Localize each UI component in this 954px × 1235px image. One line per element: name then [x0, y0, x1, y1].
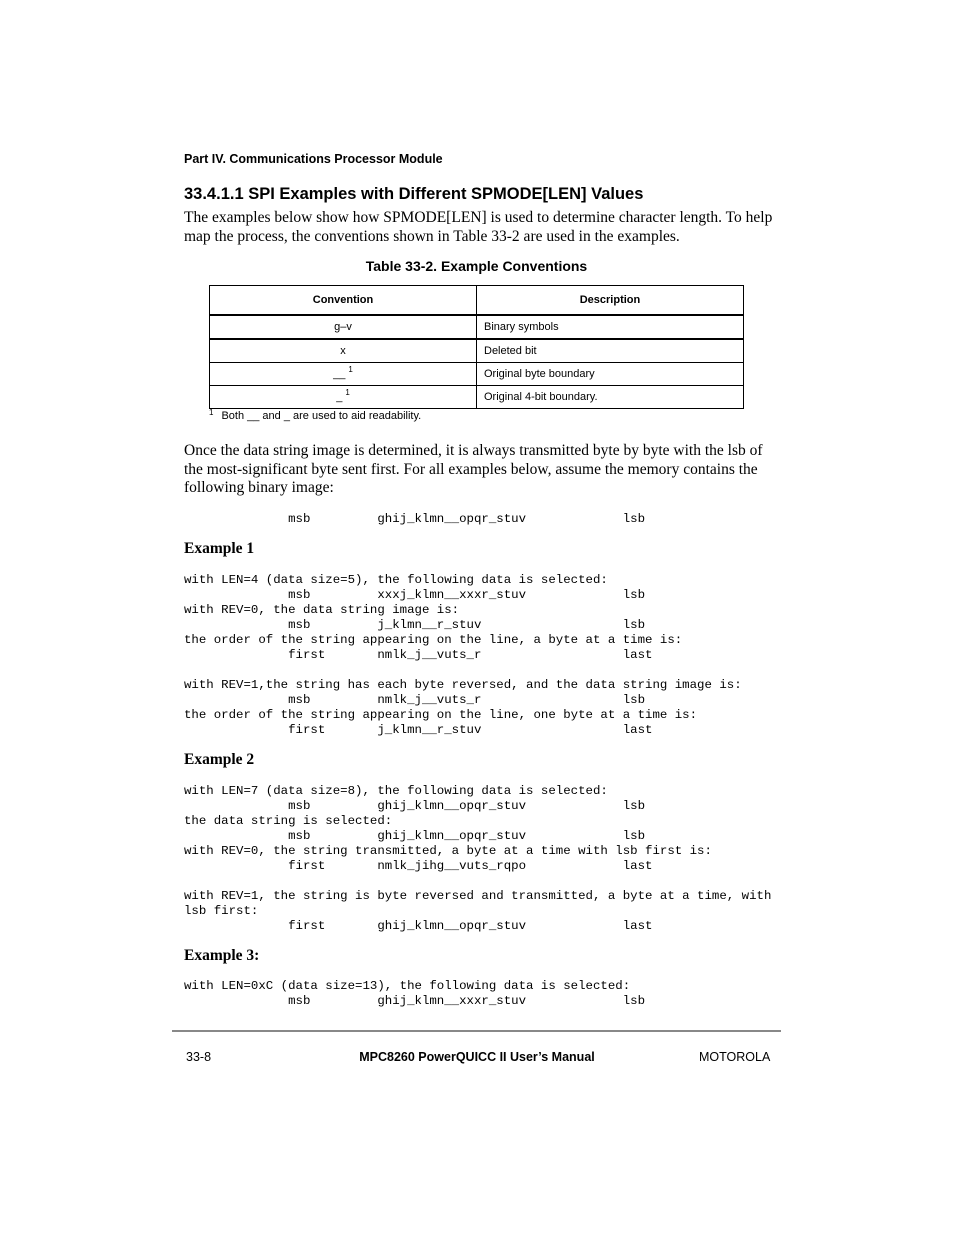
footnote-number: 1: [209, 408, 214, 417]
description-cell: Binary symbols: [477, 315, 744, 339]
table-caption: Table 33-2. Example Conventions: [365, 258, 588, 274]
conventions-table: [209, 285, 744, 409]
description-cell: Original 4-bit boundary.: [477, 386, 744, 409]
footnote-marker: 1: [345, 388, 350, 397]
table-row: [210, 386, 744, 409]
company-name: MOTOROLA: [699, 1050, 771, 1064]
intro-paragraph: The examples below show how SPMODE[LEN] is used to determine character length. To help map the process, the conventions shown in Table 33-2 are used in the examples.: [184, 209, 773, 245]
convention-cell: x: [210, 339, 477, 363]
example-1-code: with LEN=4 (data size=5), the following data is selected: msb xxxj_klmn__xxxr_stuv lsb with REV=0, the data string image is: msb j_klmn__r_stuv lsb the order of the string appearing on the line, a byte at a time is: first nmlk_j__vuts_r last with REV=1,the string has each byte reversed, and the data string image is: msb nmlk_j__vuts_r lsb the order of the string appearing on the line, one byte at a time is: first j_klmn__r_stuv last: [184, 573, 742, 737]
page-number: 33-8: [186, 1050, 212, 1064]
footnote-marker: 1: [348, 365, 353, 374]
transmission-paragraph: Once the data string image is determined, it is always transmitted byte by byte with the lsb of the most-significant byte sent first. For all examples below, assume the memory contains the following binary image:: [184, 442, 763, 496]
example-2-heading: Example 2: [184, 751, 255, 768]
manual-title: MPC8260 PowerQUICC II User’s Manual: [359, 1050, 595, 1064]
example-1-heading: Example 1: [184, 540, 255, 557]
table-row: [210, 315, 744, 339]
running-head: Part IV. Communications Processor Module: [184, 152, 443, 166]
memory-image-code: msb ghij_klmn__opqr_stuv lsb: [184, 512, 646, 526]
description-cell: Deleted bit: [477, 339, 744, 363]
table-row: [210, 339, 744, 363]
convention-cell: __ $^1$: [210, 363, 477, 386]
example-3-code: with LEN=0xC (data size=13), the following data is selected: msb ghij_klmn__xxxr_stuv lsb: [184, 979, 646, 1008]
convention-cell: g–v: [210, 315, 477, 339]
header-description: Description: [477, 286, 744, 316]
header-convention: Convention: [210, 286, 477, 316]
example-3-heading: Example 3:: [184, 947, 260, 964]
description-cell: Original byte boundary: [477, 363, 744, 386]
table-header-row: [210, 286, 744, 316]
table-footnote: [209, 410, 421, 422]
convention-cell: _ $^1$: [210, 386, 477, 409]
section-title: 33.4.1.1 SPI Examples with Different SPMODE[LEN] Values: [184, 185, 644, 203]
table-row: [210, 363, 744, 386]
footer-rule: [172, 1030, 781, 1032]
footnote-text: Both __ and _ are used to aid readability.: [221, 410, 422, 422]
example-2-code: with LEN=7 (data size=8), the following data is selected: msb ghij_klmn__opqr_stuv lsb the data string is selected: msb ghij_klmn__opqr_stuv lsb with REV=0, the string transmitted, a byte at a time with lsb first is: first nmlk_jihg__vuts_rqpo last with REV=1, the string is byte reversed and transmitted, a byte at a time, with lsb first: first ghij_klmn__opqr_stuv last: [184, 784, 772, 933]
